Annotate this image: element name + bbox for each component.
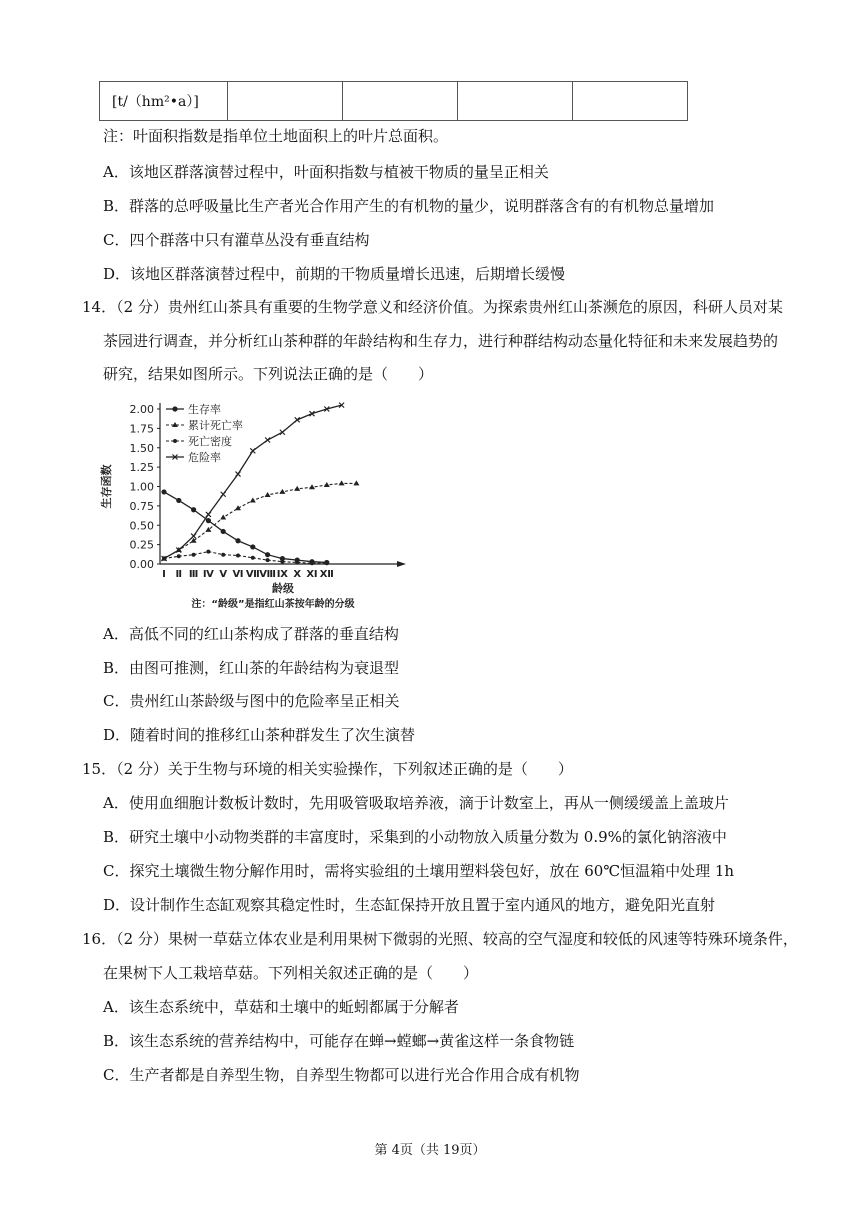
chart-note: 注：“龄级”是指红山茶按年龄的分级 — [191, 599, 355, 610]
data-point — [353, 480, 359, 485]
y-tick-label: 1.75 — [129, 422, 154, 436]
x-axis-arrow — [397, 561, 406, 567]
data-point — [309, 484, 315, 489]
y-tick-label: 1.25 — [129, 461, 154, 475]
legend-label: 危险率 — [188, 451, 221, 464]
x-tick-label: Ⅸ — [276, 569, 289, 580]
table-unit-cell: [t/（hm²•a）] — [100, 82, 228, 121]
y-axis-label: 生存函数 — [100, 464, 113, 509]
data-point — [251, 556, 255, 560]
data-table-tail-row — [99, 81, 688, 121]
data-point — [266, 558, 270, 562]
data-point — [294, 486, 300, 491]
data-point — [265, 552, 270, 557]
data-point — [221, 492, 226, 497]
table-cell — [573, 82, 688, 121]
data-point — [206, 550, 210, 554]
data-point — [280, 430, 285, 435]
data-point — [191, 507, 196, 512]
q14-stem-line-1: 14．（2 分）贵州红山茶具有重要的生物学意义和经济价值。为探索贵州红山茶濒危的原因，科研人员对某 — [82, 298, 783, 316]
x-tick-label: Ⅴ — [219, 569, 228, 580]
data-point — [235, 538, 240, 543]
data-point — [176, 498, 181, 503]
q16-option-c: C．生产者都是自养型生物，自养型生物都可以进行光合作用合成有机物 — [103, 1066, 580, 1084]
data-point — [220, 515, 226, 520]
x-tick-label: Ⅱ — [175, 569, 183, 580]
q15-option-c: C．探究土壤微生物分解作用时，需将实验组的土壤用塑料袋包好，放在 60℃恒温箱中处理 1h — [103, 862, 735, 880]
q14-option-b: B．由图可推测，红山茶的年龄结构为衰退型 — [103, 659, 400, 677]
series-line — [164, 552, 327, 564]
data-point — [295, 417, 300, 422]
y-tick-label: 0.50 — [129, 519, 154, 533]
q15-stem: 15．（2 分）关于生物与环境的相关实验操作，下列叙述正确的是（ ） — [82, 760, 573, 778]
data-point — [265, 492, 271, 497]
legend-label: 累计死亡率 — [188, 419, 243, 432]
y-tick-label: 1.00 — [129, 480, 154, 494]
q13-option-a: A．该地区群落演替过程中，叶面积指数与植被干物质的量呈正相关 — [103, 163, 549, 181]
data-point — [280, 560, 284, 564]
q14-stem-line-2: 茶园进行调查，并分析红山茶种群的年龄结构和生存力，进行种群结构动态量化特征和未来发展趋势的 — [103, 332, 779, 350]
data-point — [221, 553, 225, 557]
x-tick-label: Ⅷ — [259, 569, 276, 580]
legend-marker — [173, 439, 177, 443]
q15-option-a: A．使用血细胞计数板计数时，先用吸管吸取培养液，滴于计数室上，再从一侧缓缓盖上盖玻片 — [103, 794, 729, 812]
x-tick-label: Ⅺ — [306, 569, 318, 580]
series-line — [164, 483, 356, 558]
legend-marker — [172, 406, 177, 411]
q14-option-d: D．随着时间的推移红山茶种群发生了次生演替 — [103, 726, 416, 744]
y-tick-label: 2.00 — [129, 403, 154, 416]
data-point — [236, 472, 241, 477]
q14-option-c: C．贵州红山茶龄级与图中的危险率呈正相关 — [103, 692, 400, 710]
data-point — [177, 554, 181, 558]
legend-label: 生存率 — [188, 403, 221, 416]
data-point — [250, 544, 255, 549]
x-axis-label: 龄级 — [272, 582, 294, 595]
data-point — [161, 489, 166, 494]
survival-chart — [96, 392, 408, 618]
q14-stem-line-3: 研究，结果如图所示。下列说法正确的是（ ） — [103, 365, 434, 383]
x-tick-label: Ⅹ — [293, 569, 302, 580]
data-point — [250, 448, 255, 453]
q13-note: 注：叶面积指数是指单位土地面积上的叶片总面积。 — [103, 127, 449, 145]
x-tick-label: Ⅲ — [188, 569, 199, 580]
data-point — [250, 497, 256, 502]
data-point — [192, 553, 196, 557]
data-point — [325, 561, 329, 565]
table-cell — [458, 82, 573, 121]
q13-option-d: D．该地区群落演替过程中，前期的干物质量增长迅速，后期增长缓慢 — [103, 265, 566, 283]
data-point — [265, 438, 270, 443]
q16-stem-line-1: 16．（2 分）果树一草菇立体农业是利用果树下微弱的光照、较高的空气湿度和较低的风速等特殊环境条件， — [82, 930, 798, 948]
data-point — [206, 512, 211, 517]
table-cell — [343, 82, 458, 121]
q13-option-c: C．四个群落中只有灌草丛没有垂直结构 — [103, 231, 370, 249]
x-tick-label: Ⅵ — [232, 569, 244, 580]
q14-option-a: A．高低不同的红山茶构成了群落的垂直结构 — [103, 625, 399, 643]
q16-option-a: A．该生态系统中，草菇和土壤中的蚯蚓都属于分解者 — [103, 998, 459, 1016]
data-point — [324, 482, 330, 487]
y-tick-label: 0.25 — [129, 538, 154, 552]
table-cell — [228, 82, 343, 121]
data-point — [206, 518, 211, 523]
data-point — [236, 553, 240, 557]
y-tick-label: 0.75 — [129, 499, 154, 513]
q16-stem-line-2: 在果树下人工栽培草菇。下列相关叙述正确的是（ ） — [103, 964, 479, 982]
q15-option-d: D．设计制作生态缸观察其稳定性时，生态缸保持开放且置于室内通风的地方，避免阳光直射 — [103, 896, 716, 914]
y-tick-label: 1.50 — [129, 441, 154, 455]
q16-option-b: B．该生态系统的营养结构中，可能存在蝉→螳螂→黄雀这样一条食物链 — [103, 1032, 575, 1050]
data-point — [310, 561, 314, 565]
series-line — [164, 492, 327, 563]
q15-option-b: B．研究土壤中小动物类群的丰富度时，采集到的小动物放入质量分数为 0.9%的氯化钠溶液中 — [103, 828, 727, 846]
legend-label: 死亡密度 — [188, 435, 232, 448]
x-tick-label: Ⅳ — [202, 569, 214, 580]
x-tick-label: Ⅻ — [319, 569, 334, 580]
data-point — [279, 489, 285, 494]
y-tick-label: 0.00 — [129, 558, 154, 571]
data-point — [295, 560, 299, 564]
page-footer: 第 4页（共 19页） — [374, 1143, 486, 1158]
data-point — [221, 529, 226, 534]
x-tick-label: Ⅰ — [162, 569, 166, 580]
data-point — [339, 480, 345, 485]
q13-option-b: B．群落的总呼吸量比生产者光合作用产生的有机物的量少，说明群落含有的有机物总量增加 — [103, 197, 715, 215]
x-tick-label: Ⅶ — [245, 569, 260, 580]
